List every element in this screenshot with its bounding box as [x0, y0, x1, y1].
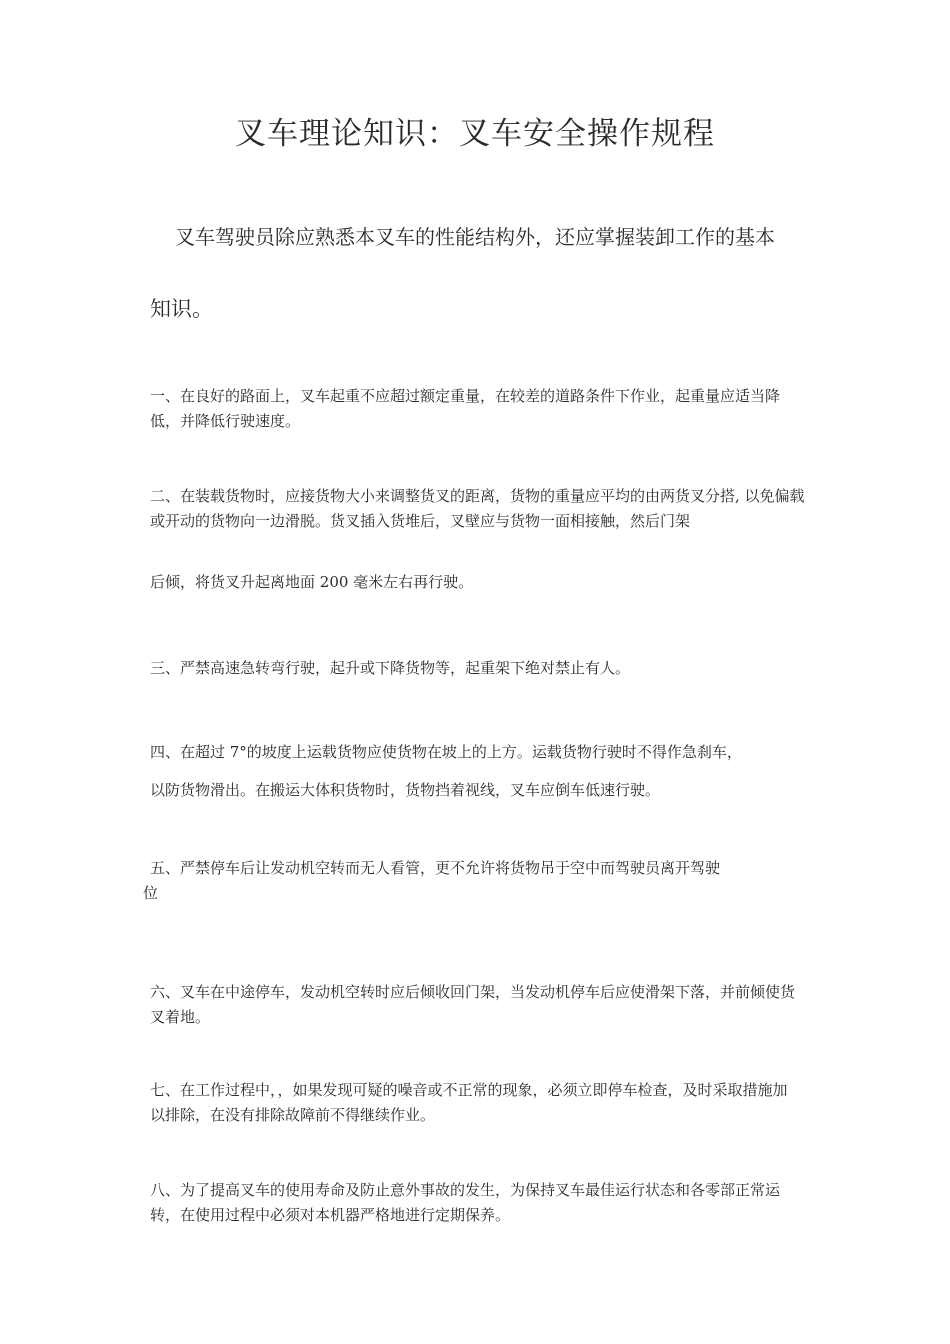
paragraph-2a: 二、在装载货物时，应接货物大小来调整货叉的距离，货物的重量应平均的由两货叉分搭, 以免偏载或开动的货物向一边滑脱。货叉插入货堆后，叉壁应与货物一面相接触，然后门架 [150, 487, 805, 530]
paragraph-6: 六、叉车在中途停车，发动机空转时应后倾收回门架，当发动机停车后应使滑架下落，并前倾使货叉着地。 [150, 983, 796, 1026]
paragraph-5a: 五、严禁停车后让发动机空转而无人看管，更不允许将货物吊于空中而驾驶员离开驾驶 [150, 859, 721, 877]
paragraph-8: 八、为了提高叉车的使用寿命及防止意外事故的发生，为保持叉车最佳运行状态和各零部正常运转，在使用过程中必须对本机器严格地进行定期保养。 [150, 1181, 781, 1224]
paragraph-1: 一、在良好的路面上，叉车起重不应超过额定重量，在较差的道路条件下作业，起重量应适当降低，并降低行驶速度。 [150, 387, 781, 430]
paragraph-4b: 以防货物滑出。在搬运大体积货物时，货物挡着视线，叉车应倒车低速行驶。 [150, 781, 661, 799]
paragraph-4a: 四、在超过 7°的坡度上运载货物应使货物在坡上的上方。运载货物行驶时不得作急刹车， [150, 743, 742, 761]
paragraph-5b: 位 [143, 884, 159, 902]
paragraph-3: 三、严禁高速急转弯行驶，起升或下降货物等，起重架下绝对禁止有人。 [150, 659, 631, 677]
intro-line-1: 叉车驾驶员除应熟悉本叉车的性能结构外，还应掌握装卸工作的基本 [175, 225, 775, 249]
paragraph-2b: 后倾，将货叉升起离地面 200 毫米左右再行驶。 [150, 573, 474, 591]
document-title: 叉车理论知识：叉车安全操作规程 [235, 116, 715, 152]
intro-line-2: 知识。 [150, 297, 213, 321]
paragraph-7: 七、在工作过程中，，如果发现可疑的噪音或不正常的现象，必须立即停车检查，及时采取措施加以排除，在没有排除故障前不得继续作业。 [150, 1081, 788, 1124]
